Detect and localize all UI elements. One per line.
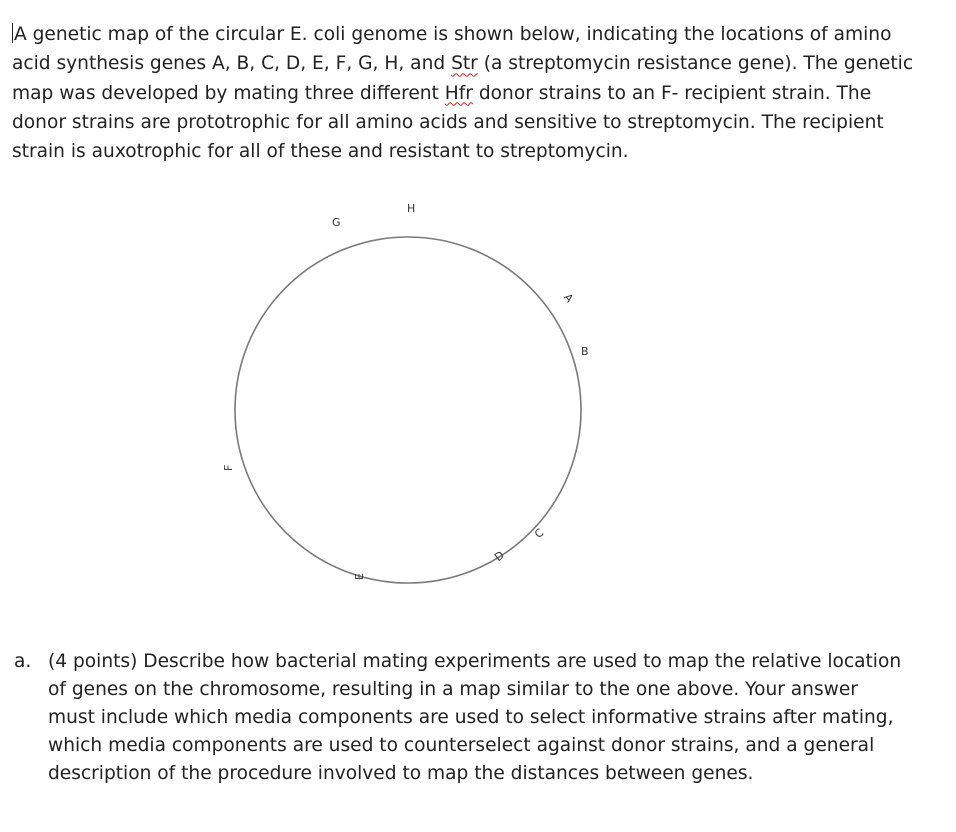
question-a-line-3: must include which media components are used to select informative strains after mating, bbox=[48, 707, 894, 728]
gene-label-g: G bbox=[332, 216, 341, 229]
intro-line-2-end: (a streptomycin resistance gene). The genetic bbox=[477, 53, 914, 75]
question-a-line-5: description of the procedure involved to map the distances between genes. bbox=[48, 763, 754, 784]
gene-label-b: B bbox=[581, 345, 589, 358]
question-a bbox=[14, 648, 944, 788]
intro-line-1-text: A genetic map of the circular E. coli genome is shown below, indicating the locations of amino bbox=[14, 24, 892, 45]
spellcheck-word-hfr: Hfr bbox=[444, 82, 473, 104]
intro-line-2-start: acid synthesis genes A, B, C, D, E, F, G, H, and bbox=[12, 53, 452, 75]
question-a-line-2: of genes on the chromosome, resulting in a map similar to the one above. Your answer bbox=[48, 679, 858, 700]
gene-label-h: H bbox=[407, 202, 416, 215]
question-a-marker: a. bbox=[14, 651, 32, 672]
gene-label-e: E bbox=[353, 573, 366, 580]
intro-line-4: donor strains are prototrophic for all amino acids and sensitive to streptomycin. The recipient bbox=[12, 111, 884, 133]
genome-circle bbox=[235, 237, 581, 583]
spellcheck-word-str: Str bbox=[451, 53, 478, 75]
gene-label-d: D bbox=[492, 548, 507, 564]
gene-label-c: C bbox=[532, 526, 547, 541]
gene-label-a: A bbox=[561, 291, 576, 306]
question-a-body bbox=[48, 648, 944, 788]
intro-line-3-end: donor strains to an F- recipient strain. The bbox=[472, 82, 872, 104]
question-a-line-4: which media components are used to counterselect against donor strains, and a general bbox=[48, 735, 875, 756]
intro-line-5: strain is auxotrophic for all of these and resistant to streptomycin. bbox=[12, 141, 629, 163]
question-a-line-1: (4 points) Describe how bacterial mating experiments are used to map the relative location bbox=[48, 651, 902, 672]
gene-label-f: F bbox=[222, 464, 235, 471]
intro-line-3-start: map was developed by mating three different bbox=[12, 82, 445, 104]
